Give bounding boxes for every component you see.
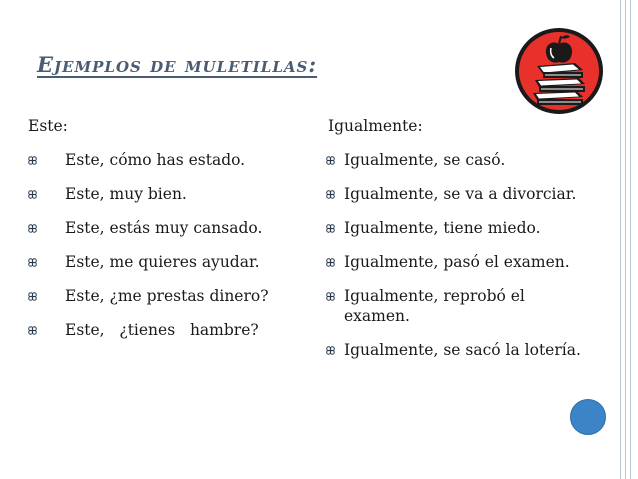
list-item-text: Igualmente, pasó el examen. — [344, 253, 570, 271]
list-item-text: Este, cómo has estado. — [65, 151, 246, 169]
slide-title: Ejemplos de muletillas: — [37, 52, 318, 77]
quatrefoil-bullet-icon — [326, 156, 335, 165]
list-item-text: Igualmente, reprobó el examen. — [344, 287, 530, 325]
quatrefoil-bullet-icon — [326, 346, 335, 355]
list-item — [28, 252, 308, 272]
quatrefoil-bullet-icon — [28, 156, 37, 165]
list-item-text: Igualmente, se sacó la lotería. — [344, 341, 581, 359]
quatrefoil-bullet-icon — [326, 292, 335, 301]
left-column-heading: Este: — [28, 117, 68, 135]
list-item — [328, 184, 618, 204]
quatrefoil-bullet-icon — [326, 190, 335, 199]
border-line — [630, 0, 631, 479]
list-item-text: Igualmente, se casó. — [344, 151, 506, 169]
left-column — [28, 116, 308, 354]
list-item — [328, 286, 574, 326]
list-item — [28, 150, 308, 170]
list-item-text: Este, muy bien. — [65, 185, 187, 203]
list-item — [28, 218, 308, 238]
slide-nav-circle-button[interactable] — [570, 399, 606, 435]
quatrefoil-bullet-icon — [28, 258, 37, 267]
left-bullet-list — [28, 150, 308, 340]
quatrefoil-bullet-icon — [28, 292, 37, 301]
list-item — [328, 252, 618, 272]
list-item-text: Igualmente, se va a divorciar. — [344, 185, 577, 203]
right-column — [328, 116, 618, 374]
list-item — [328, 150, 618, 170]
border-line — [625, 0, 626, 479]
list-item-text: Igualmente, tiene miedo. — [344, 219, 541, 237]
list-item-text: Este, ¿me prestas dinero? — [65, 287, 269, 305]
quatrefoil-bullet-icon — [326, 258, 335, 267]
quatrefoil-bullet-icon — [28, 190, 37, 199]
list-item-text: Este, estás muy cansado. — [65, 219, 263, 237]
books-apple-logo-icon — [513, 26, 605, 116]
quatrefoil-bullet-icon — [28, 224, 37, 233]
list-item — [328, 340, 618, 360]
right-bullet-list — [328, 150, 618, 360]
list-item — [28, 184, 308, 204]
right-column-heading: Igualmente: — [328, 117, 423, 135]
border-line — [620, 0, 621, 479]
quatrefoil-bullet-icon — [28, 326, 37, 335]
list-item — [328, 218, 618, 238]
quatrefoil-bullet-icon — [326, 224, 335, 233]
list-item-text: Este, ¿tienes hambre? — [65, 321, 259, 339]
list-item — [28, 320, 308, 340]
list-item — [28, 286, 308, 306]
list-item-text: Este, me quieres ayudar. — [65, 253, 260, 271]
